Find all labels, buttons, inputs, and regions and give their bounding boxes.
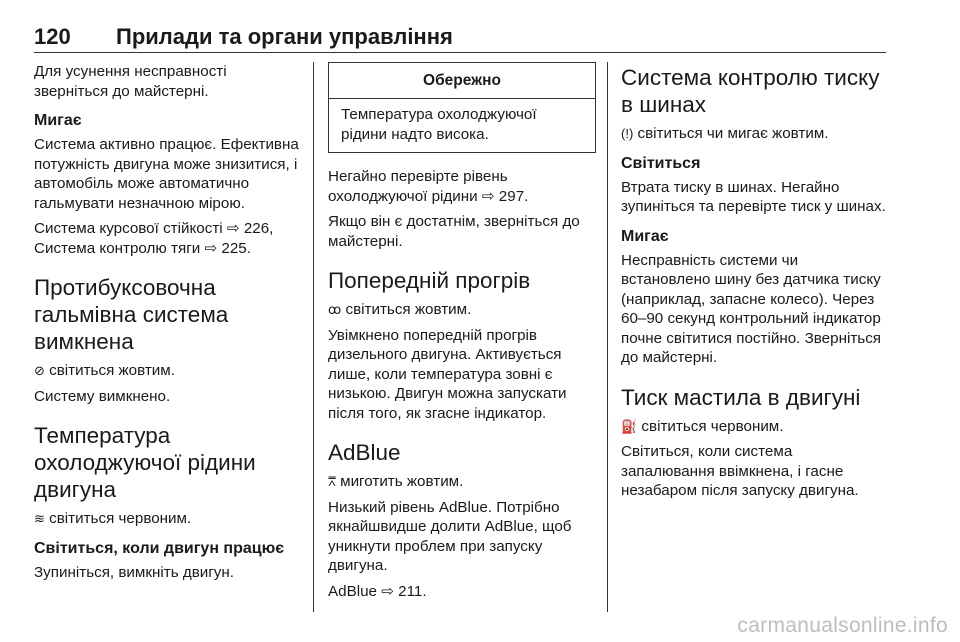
coolant-check-text: Негайно перевірте рівень охолоджуючої рідини ⇨ 297. — [328, 168, 529, 205]
adblue-lit-text: миготить жовтим. — [335, 473, 464, 490]
flash-text-2: Система курсової стійкості ⇨ 226, Система контролю тяги ⇨ 225. — [34, 220, 274, 257]
tpms-lit-text: світиться чи мигає жовтим. — [633, 125, 829, 142]
oil-pressure-icon: ⛽ — [621, 418, 638, 434]
caution-title: Обережно — [329, 63, 595, 99]
flash-text-1: Система активно працює. Ефективна потужність двигуна може знизитися, і автомобіль може автоматично гальмувати незначною мірою. — [34, 136, 299, 212]
preheat-heading: Попередній прогрів — [328, 268, 531, 293]
adblue-heading: AdBlue — [328, 440, 401, 465]
adblue-text: Низький рівень AdBlue. Потрібно якнайшвидше долити AdBlue, щоб уникнути проблем при запуску двигуна. — [328, 498, 572, 574]
flash-heading: Мигає — [34, 112, 82, 129]
coolant-lit-text: світиться червоним. — [44, 510, 192, 527]
preheat-lit-line — [328, 300, 596, 320]
page-title: Прилади та органи управління — [116, 24, 453, 49]
oil-lit-text: світиться червоним. — [637, 417, 784, 435]
traction-off-icon: ⊘ — [34, 363, 45, 378]
adblue-lit-line — [328, 472, 596, 492]
column-1 — [34, 62, 302, 588]
tpms-lit-heading: Світиться — [621, 154, 701, 172]
oil-text: Світиться, коли система запалювання ввімкнена, і гасне незабаром після запуску двигуна. — [621, 443, 859, 499]
preheat-text: Увімкнено попередній прогрів дизельного двигуна. Активується лише, коли температура зовні є низькою. Двигун можна запускати після того, як згасне індикатор. — [328, 326, 567, 422]
page-number: 120 — [34, 24, 71, 49]
tpms-flash-heading: Мигає — [621, 227, 669, 245]
coolant-subheading: Світиться, коли двигун працює — [34, 539, 285, 557]
column-3 — [621, 62, 889, 507]
tpms-lit-desc: Втрата тиску в шинах. Негайно зупиніться та перевірте тиск у шинах. — [621, 178, 886, 215]
page-header — [34, 22, 886, 53]
column-2 — [328, 62, 596, 607]
traction-lit-text: світиться жовтим. — [44, 362, 175, 379]
tpms-lit-line — [621, 124, 889, 144]
coolant-workshop-text: Якщо він є достатнім, зверніться до майстерні. — [328, 213, 580, 250]
tpms-heading: Система контролю тиску в шинах — [621, 65, 880, 117]
coolant-heading: Температура охолоджуючої рідини двигуна — [34, 423, 256, 502]
coolant-lit-line — [34, 509, 302, 529]
watermark: carmanualsonline.info — [737, 614, 948, 637]
coolant-text: Зупиніться, вимкніть двигун. — [34, 563, 235, 581]
traction-lit-line — [34, 361, 302, 381]
column-divider — [607, 62, 608, 612]
coolant-temp-icon: ≋ — [34, 511, 45, 526]
traction-text: Систему вимкнено. — [34, 387, 171, 405]
tire-pressure-icon: (!) — [621, 126, 634, 141]
adblue-ref: AdBlue ⇨ 211. — [328, 582, 427, 600]
intro-text: Для усунення несправності зверніться до майстерні. — [34, 63, 227, 100]
traction-heading: Протибуксовочна гальмівна система вимкнена — [34, 275, 229, 354]
oil-lit-line — [621, 417, 889, 437]
adblue-icon: ⩞ — [328, 474, 336, 489]
caution-text: Температура охолоджуючої рідини надто висока. — [341, 106, 537, 143]
tpms-flash-desc: Несправність системи чи встановлено шину без датчика тиску (наприклад, запасне колесо). Через 60–90 секунд контрольний індикатор почне світитися постійно. Зверніться до майстерні. — [621, 251, 882, 366]
caution-box — [328, 62, 596, 153]
column-divider — [313, 62, 314, 612]
oil-heading: Тиск мастила в двигуні — [621, 384, 861, 410]
preheat-lit-text: світиться жовтим. — [341, 301, 472, 318]
glow-plug-icon: ꝏ — [328, 302, 342, 317]
